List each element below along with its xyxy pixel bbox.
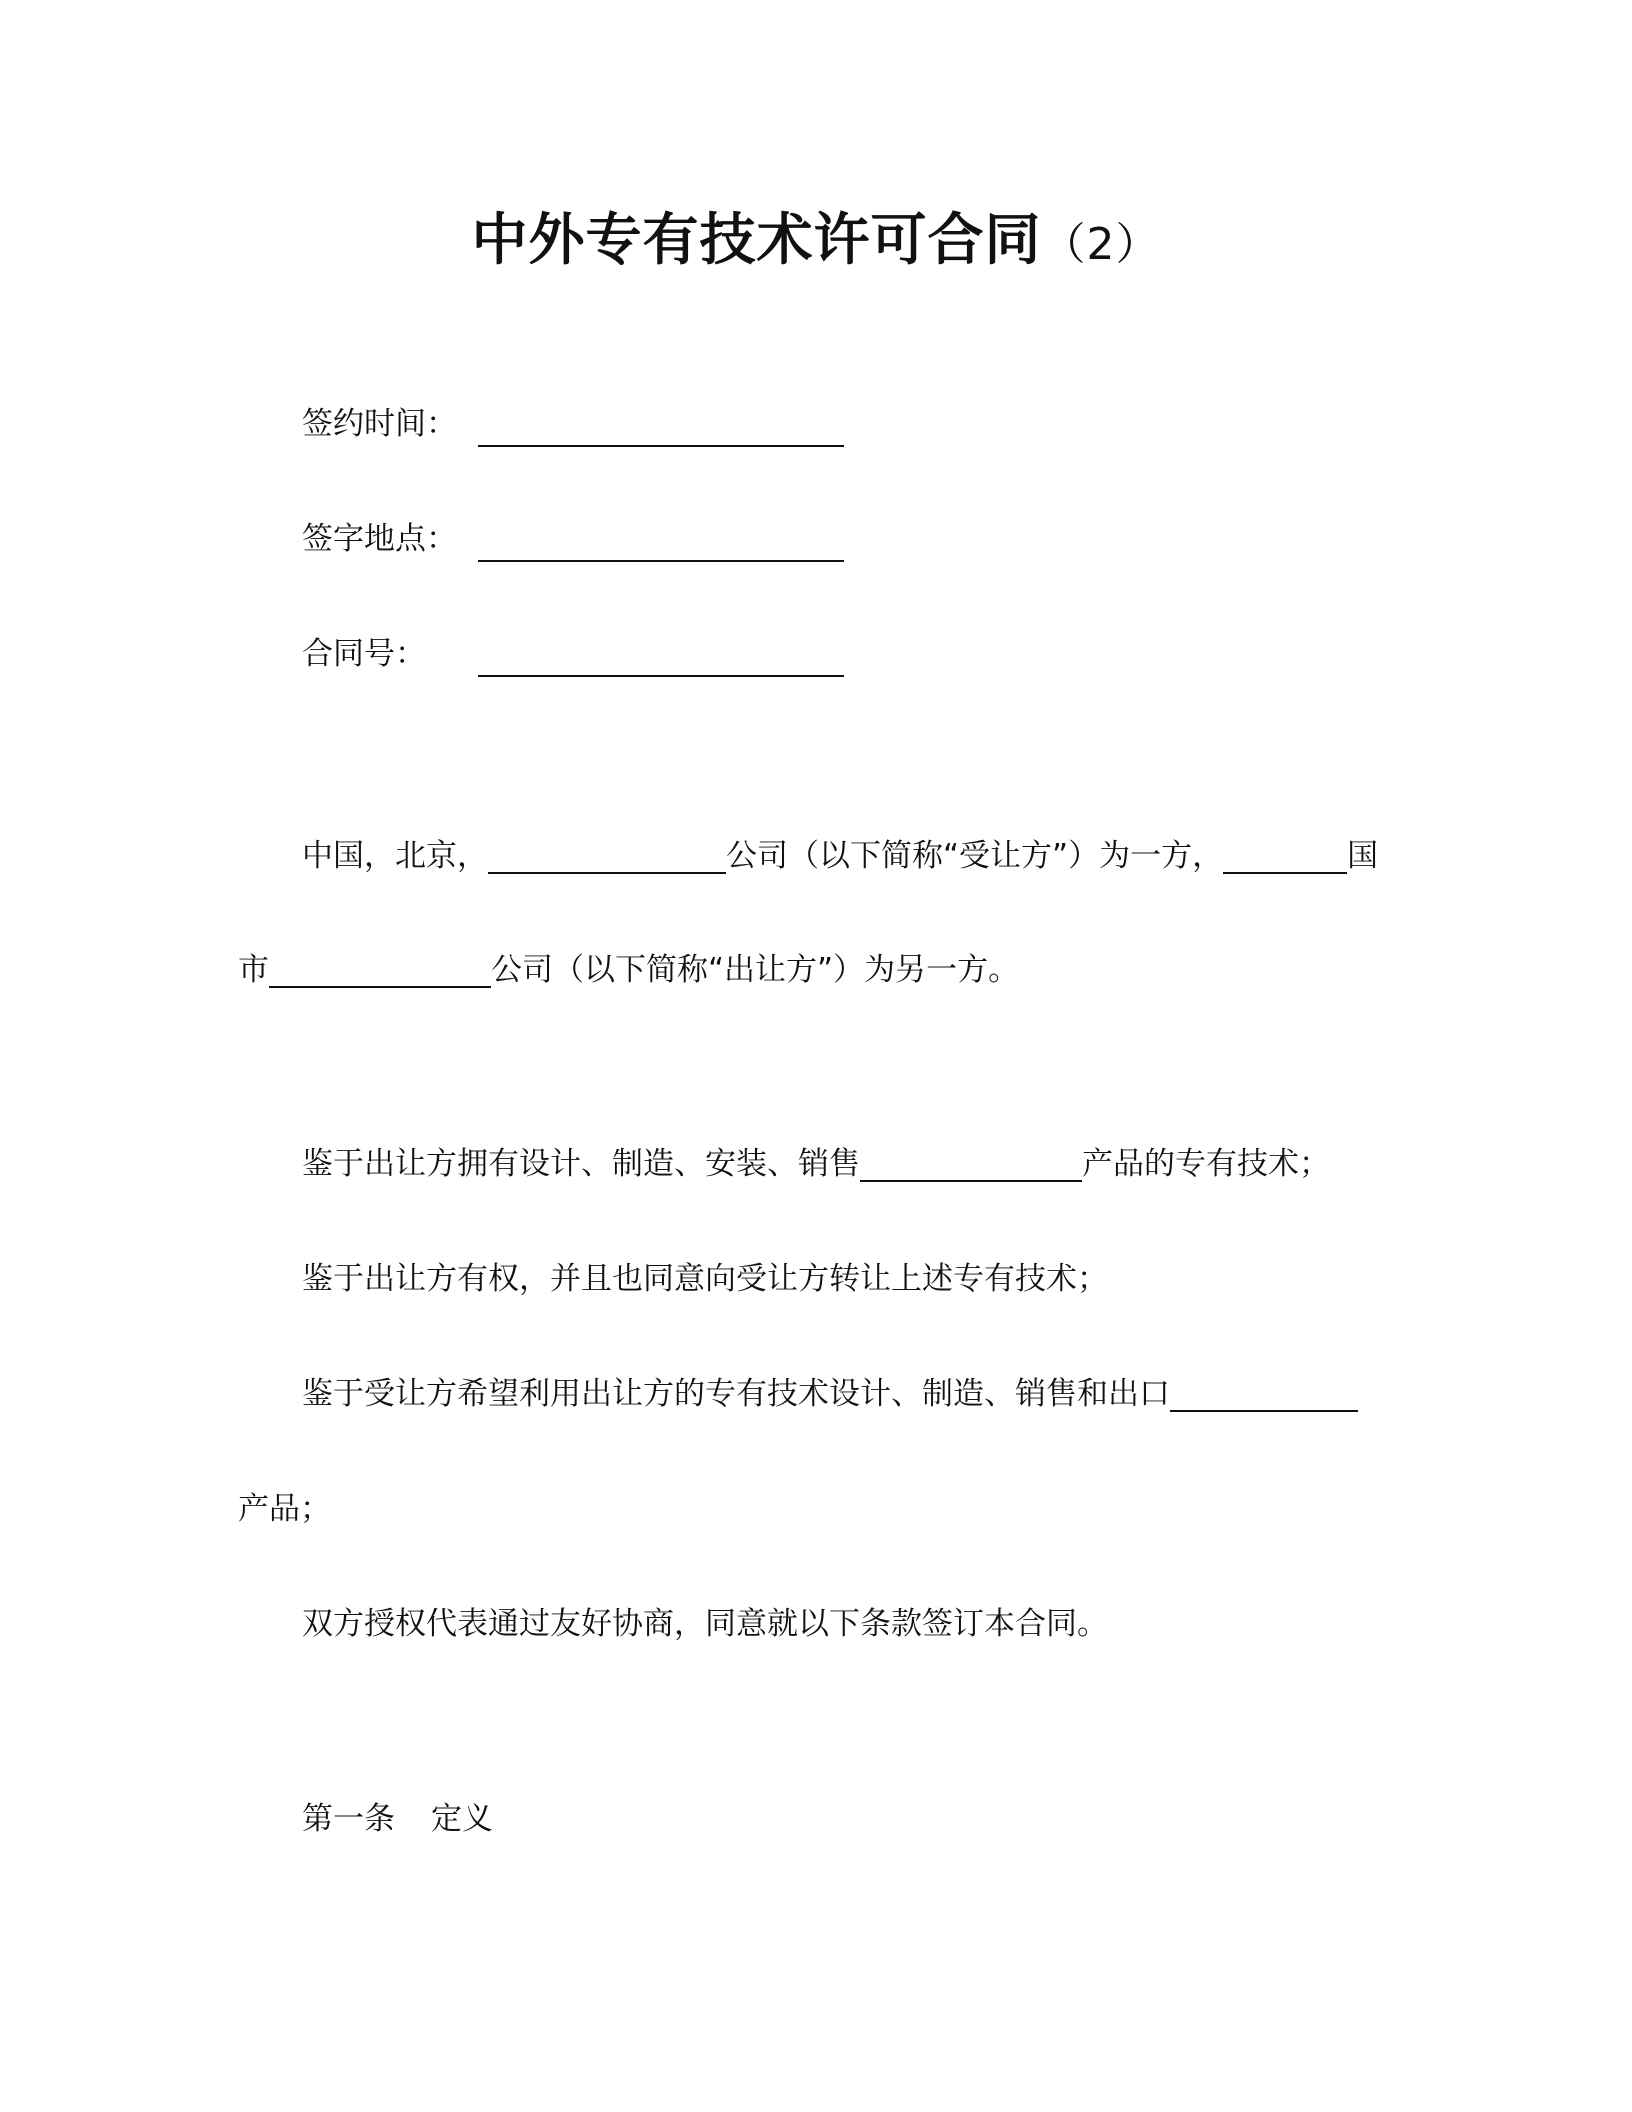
product-blank-1[interactable] (860, 1146, 1082, 1182)
article-title: 定义 (431, 1801, 493, 1837)
licensee-name-blank[interactable] (488, 838, 726, 874)
product-blank-2[interactable] (1170, 1376, 1358, 1412)
field-label-signing-place: 签字地点： (302, 521, 457, 557)
recital-1a: 鉴于出让方拥有设计、制造、安装、销售 (302, 1146, 860, 1182)
recital-3-continued: 产品； (238, 1491, 331, 1527)
recital-3a: 鉴于受让方希望利用出让方的专有技术设计、制造、销售和出口 (302, 1376, 1170, 1412)
field-label-signing-time: 签约时间： (302, 406, 457, 442)
recital-1b: 产品的专有技术； (1082, 1146, 1330, 1182)
parties-line-2 (238, 950, 1019, 990)
recital-4: 双方授权代表通过友好协商，同意就以下条款签订本合同。 (302, 1606, 1108, 1642)
signing-time-blank[interactable] (478, 443, 844, 447)
parties-text-2a: 市 (238, 952, 269, 988)
page-title (0, 196, 1632, 276)
parties-text-1b: 公司（以下简称“受让方”）为一方， (726, 838, 1224, 874)
parties-line-1 (302, 836, 1378, 876)
title-text: 中外专有技术许可合同 (471, 208, 1042, 273)
contract-number-blank[interactable] (478, 673, 844, 677)
recital-1 (302, 1144, 1330, 1184)
article-number: 第一条 (302, 1801, 395, 1837)
parties-text-1a: 中国，北京， (302, 838, 488, 874)
recital-2: 鉴于出让方有权，并且也同意向受让方转让上述专有技术； (302, 1261, 1108, 1297)
signing-place-blank[interactable] (478, 558, 844, 562)
parties-text-1c: 国 (1347, 838, 1379, 874)
licensor-name-blank[interactable] (269, 952, 491, 988)
recital-3 (302, 1374, 1358, 1414)
article-1-heading (302, 1799, 493, 1839)
field-label-contract-number: 合同号： (302, 636, 426, 672)
title-suffix: （2） (1041, 219, 1161, 270)
parties-text-2b: 公司（以下简称“出让方”）为另一方。 (491, 952, 1020, 988)
licensor-country-blank[interactable] (1223, 838, 1347, 874)
